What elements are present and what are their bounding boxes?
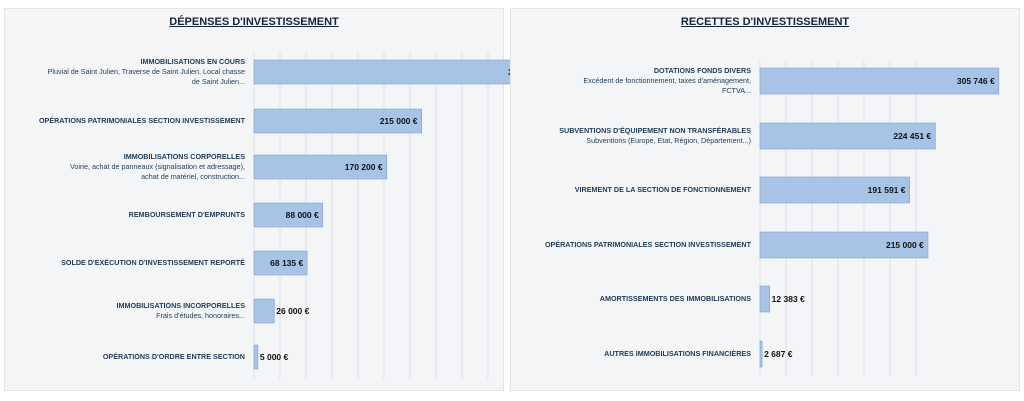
depenses-category-main: OPÉRATIONS D'ORDRE ENTRE SECTION	[102, 352, 245, 361]
depenses-category-sub: de Saint Julien...	[191, 77, 245, 86]
recettes-category-label	[515, 240, 751, 250]
recettes-category-main: AUTRES IMMOBILISATIONS FINANCIÈRES	[604, 349, 751, 358]
depenses-category-label	[9, 57, 245, 87]
depenses-category-label	[9, 301, 245, 321]
depenses-category-sub: Pluvial de Saint Julien, Traverse de Saint Julien, Local chasse	[47, 67, 245, 76]
depenses-value-label: 68 135 €	[270, 258, 304, 268]
recettes-category-label	[515, 66, 751, 96]
depenses-category-label	[9, 352, 245, 362]
recettes-category-label	[515, 294, 751, 304]
depenses-category-label	[9, 258, 245, 268]
depenses-category-main: IMMOBILISATIONS INCORPORELLES	[116, 301, 245, 310]
recettes-category-sub: Subventions (Europe, Etat, Région, Département...)	[586, 136, 751, 145]
depenses-panel	[4, 8, 504, 391]
recettes-category-label	[515, 185, 751, 195]
depenses-category-label	[9, 152, 245, 182]
recettes-value-label: 2 687 €	[764, 349, 793, 359]
depenses-category-sub: achat de matériel, construction...	[141, 172, 245, 181]
depenses-category-main: IMMOBILISATIONS CORPORELLES	[123, 152, 245, 161]
recettes-category-main: SUBVENTIONS D'ÉQUIPEMENT NON TRANSFÉRABLES	[559, 126, 751, 135]
depenses-title: DÉPENSES D'INVESTISSEMENT	[169, 16, 339, 28]
recettes-bar	[760, 286, 770, 312]
recettes-category-main: DOTATIONS FONDS DIVERS	[653, 66, 751, 75]
recettes-value-label: 224 451 €	[893, 131, 932, 141]
depenses-category-sub: Voirie, achat de panneaux (signalisation et adressage),	[69, 162, 245, 171]
recettes-panel	[510, 8, 1020, 391]
recettes-category-sub: FCTVA...	[721, 86, 751, 95]
depenses-category-main: REMBOURSEMENT D'EMPRUNTS	[128, 210, 245, 219]
depenses-bar	[254, 60, 550, 84]
depenses-category-label	[9, 210, 245, 220]
depenses-category-sub: Frais d'études, honoraires...	[156, 311, 245, 320]
depenses-bar	[254, 299, 274, 323]
recettes-category-label	[515, 126, 751, 146]
recettes-category-main: VIREMENT DE LA SECTION DE FONCTIONNEMENT	[574, 185, 751, 194]
recettes-value-label: 12 383 €	[771, 294, 805, 304]
recettes-bar	[760, 341, 762, 367]
recettes-category-main: AMORTISSEMENTS DES IMMOBILISATIONS	[599, 294, 751, 303]
depenses-value-label: 170 200 €	[344, 162, 383, 172]
depenses-bar	[254, 345, 258, 369]
recettes-category-main: OPÉRATIONS PATRIMONIALES SECTION INVESTISSEMENT	[544, 240, 751, 249]
depenses-category-main: IMMOBILISATIONS EN COURS	[140, 57, 245, 66]
depenses-category-label	[9, 116, 245, 126]
recettes-value-label: 215 000 €	[885, 240, 924, 250]
recettes-title: RECETTES D'INVESTISSEMENT	[680, 16, 850, 28]
recettes-category-label	[515, 349, 751, 359]
depenses-value-label: 26 000 €	[276, 306, 310, 316]
recettes-value-label: 191 591 €	[867, 185, 906, 195]
recettes-value-label: 305 746 €	[956, 76, 995, 86]
depenses-category-main: OPÉRATIONS PATRIMONIALES SECTION INVESTISSEMENT	[38, 116, 245, 125]
depenses-value-label: 5 000 €	[259, 352, 289, 362]
recettes-category-sub: Excédent de fonctionnement, taxes d'aménagement,	[583, 76, 751, 85]
depenses-value-label: 88 000 €	[285, 210, 319, 220]
depenses-value-label: 215 000 €	[379, 116, 418, 126]
depenses-category-main: SOLDE D'EXÉCUTION D'INVESTISSEMENT REPORTÉ	[61, 258, 245, 267]
